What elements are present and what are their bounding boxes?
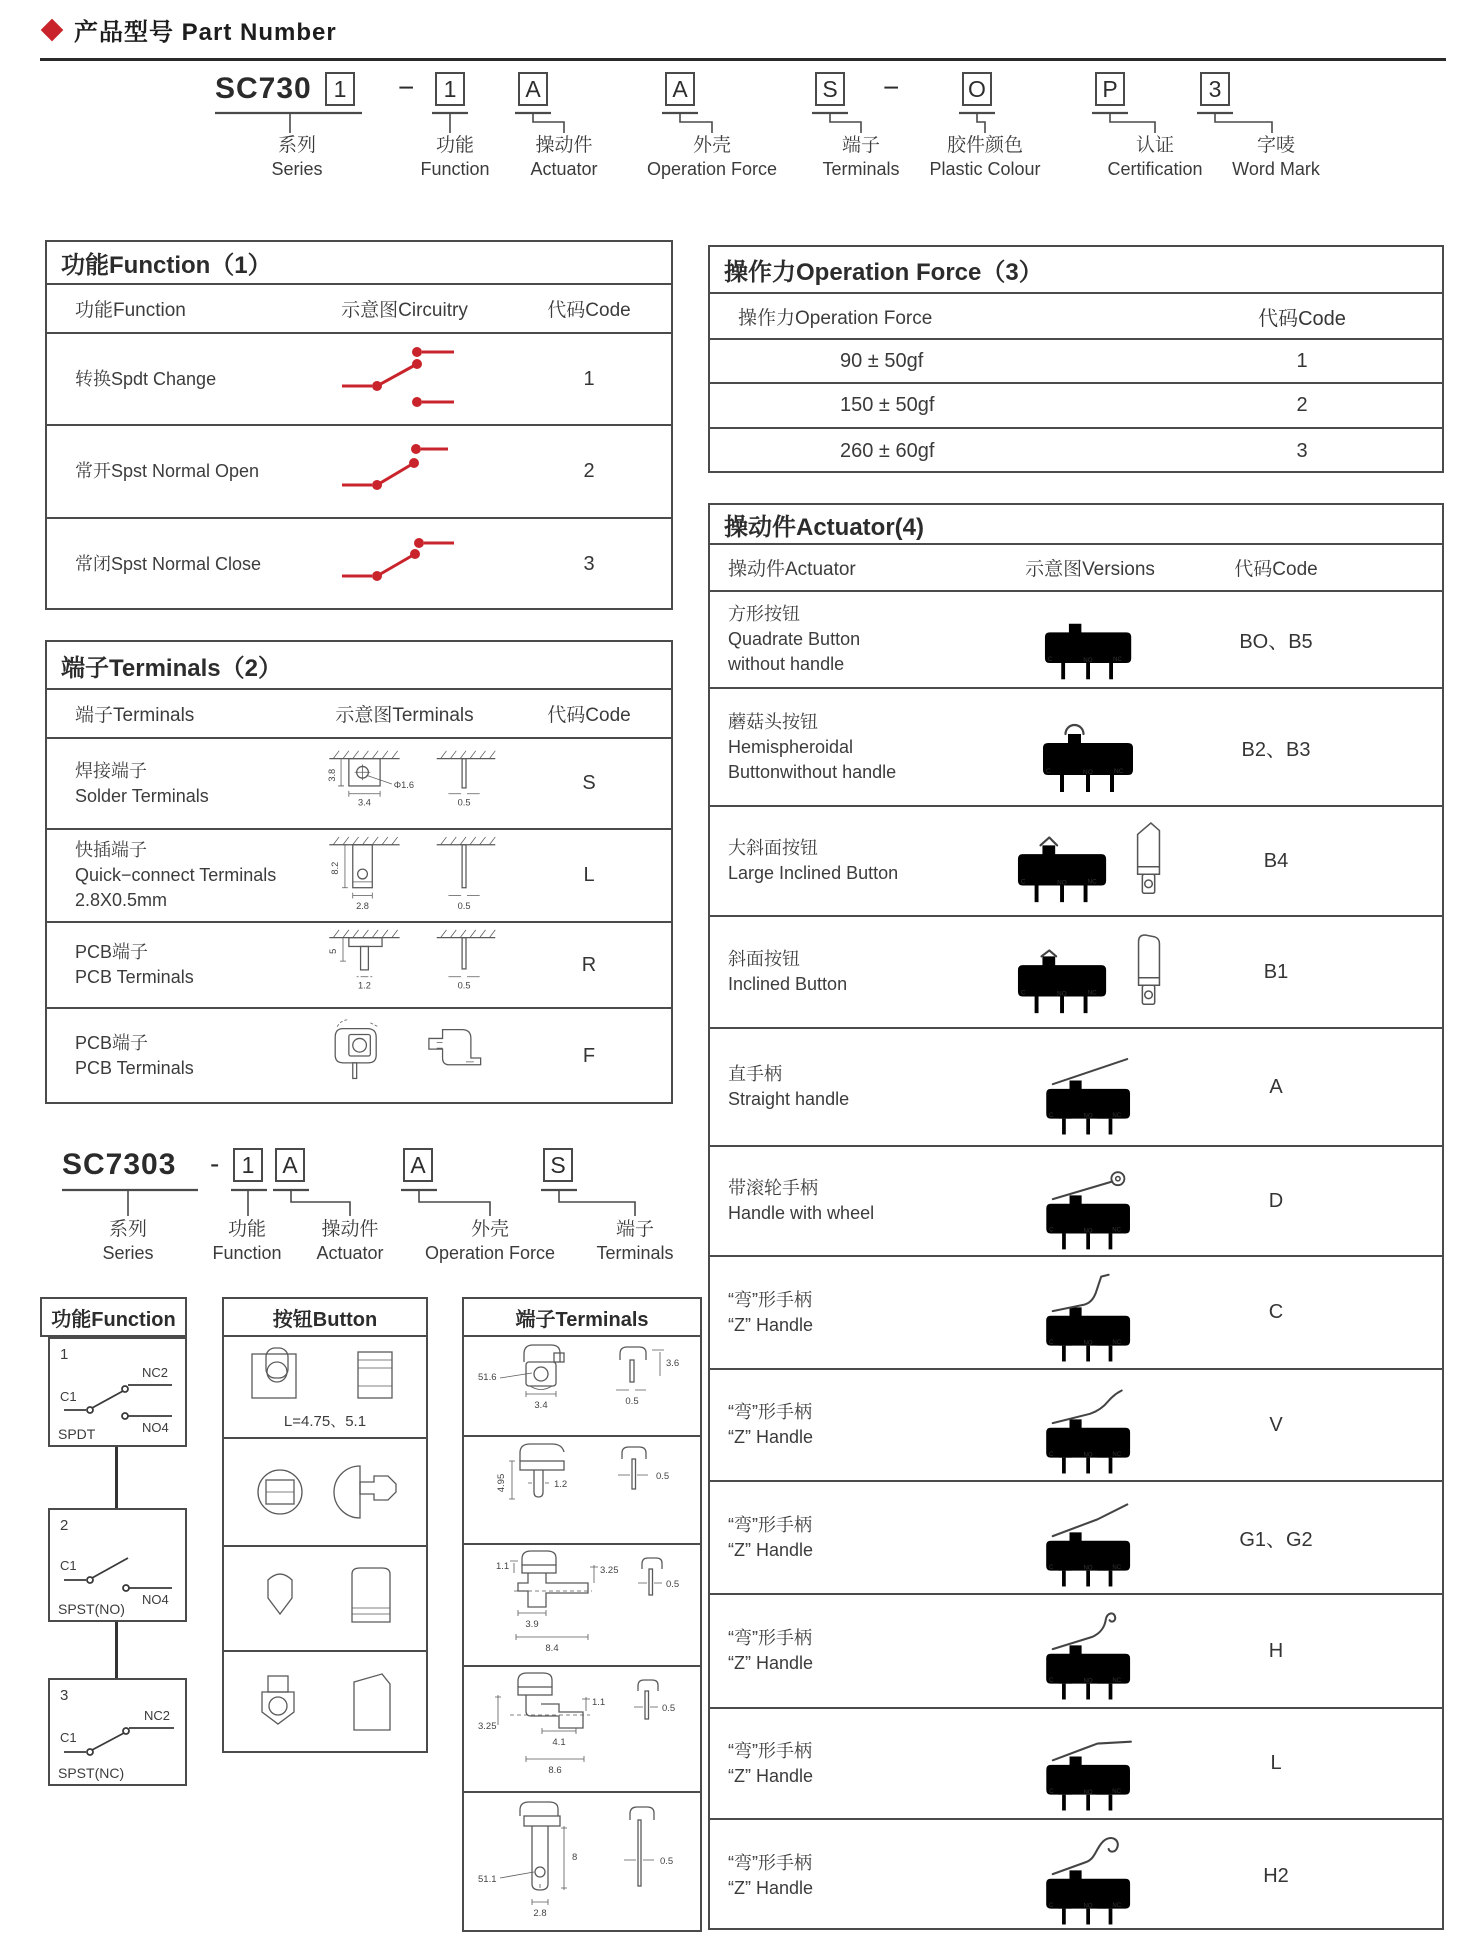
- function-row-nc: 常闭Spst Normal Close 3: [47, 519, 671, 610]
- pn1-prefix: SC730: [215, 72, 312, 105]
- svg-text:8.6: 8.6: [548, 1765, 562, 1776]
- svg-text:2: 2: [60, 1517, 69, 1534]
- code-cell: B1: [1263, 960, 1289, 983]
- actuator-row-z-c: “弯”形手柄 “Z” Handle C: [710, 1257, 1442, 1370]
- col-force: 操作力Operation Force: [738, 307, 933, 329]
- svg-text:NC2: NC2: [142, 1365, 169, 1380]
- button-box-title: 按钮Button: [224, 1299, 426, 1337]
- switch-diagram-quadrate: [1038, 594, 1142, 686]
- actuator-table-header: [710, 545, 1442, 592]
- button-box: [222, 1297, 428, 1753]
- force-row: 150 ± 50gf 2: [710, 384, 1442, 429]
- switch-diagram-z-handle-c: [1038, 1258, 1142, 1368]
- switch-diagram-straight-lever: [1038, 1033, 1142, 1141]
- pn1-label-opforce: 外壳 Operation Force: [646, 135, 778, 179]
- function-table-title: 功能Function（1）: [47, 242, 671, 285]
- svg-text:51.6: 51.6: [478, 1372, 497, 1383]
- function-table-header: [47, 285, 671, 334]
- pcb-f-terminal-diagram: [302, 1014, 507, 1098]
- col-actuator: 操动件Actuator: [728, 559, 856, 580]
- button-row-mushroom: [224, 1547, 426, 1652]
- pn1-box-function: 1: [325, 72, 355, 106]
- code-cell: D: [1268, 1189, 1284, 1212]
- col-code: 代码Code: [547, 705, 631, 726]
- button-diagram-quadrate: [240, 1344, 410, 1408]
- button-diagram-inclined: [240, 1670, 410, 1738]
- actuator-row-z-h2: “弯”形手柄 “Z” Handle H2: [710, 1820, 1442, 1932]
- actuator-row-z-g: “弯”形手柄 “Z” Handle G1、G2: [710, 1482, 1442, 1595]
- switch-diagram-inclined: [1012, 924, 1116, 1020]
- code-cell: BO、B5: [1239, 631, 1313, 653]
- button-diagram-hemispheroidal: [240, 1456, 410, 1528]
- pn1-box-5: S: [815, 72, 845, 106]
- code-cell: L: [583, 864, 595, 886]
- diamond-icon: [41, 18, 64, 41]
- switch-diagram-z-handle-l: [1038, 1711, 1142, 1817]
- svg-text:3.4: 3.4: [534, 1400, 548, 1411]
- terminal-drawing-row-4: [464, 1667, 700, 1793]
- pn1-box-7: P: [1095, 72, 1125, 106]
- pn2-prefix: SC7303: [62, 1148, 177, 1181]
- pn2-dash: -: [210, 1148, 220, 1179]
- button-row-hemispheroidal: [224, 1439, 426, 1547]
- terminal-drawing-row-2: [464, 1437, 700, 1545]
- col-circuitry: 示意图Circuitry: [341, 300, 468, 321]
- switch-diagram-z-handle-h2: [1038, 1821, 1142, 1931]
- svg-text:0.5: 0.5: [656, 1471, 670, 1482]
- actuator-row-z-l: “弯”形手柄 “Z” Handle L: [710, 1709, 1442, 1820]
- svg-text:0.5: 0.5: [457, 980, 471, 991]
- spst-nc-circuit-icon: [320, 526, 490, 604]
- svg-text:51.1: 51.1: [478, 1873, 497, 1885]
- switch-diagram-z-handle-h: [1038, 1596, 1142, 1706]
- function-row-no: 常开Spst Normal Open 2: [47, 426, 671, 519]
- code-cell: H: [1268, 1639, 1284, 1662]
- terminals-table: [45, 640, 673, 1104]
- code-cell: C: [1268, 1301, 1284, 1323]
- svg-text:0.5: 0.5: [662, 1703, 676, 1714]
- circuit-cell-spst-no: [48, 1508, 187, 1622]
- col-diagram: 示意图Terminals: [335, 705, 474, 726]
- spdt-circuit-icon: [320, 340, 490, 418]
- svg-text:C1: C1: [60, 1730, 77, 1745]
- switch-diagram-z-handle-g: [1038, 1483, 1142, 1593]
- terminal-row-solder: 焊接端子 Solder Terminals 3.8 3.4 Φ1.6 0.5 S: [47, 739, 671, 830]
- code-cell: H2: [1263, 1864, 1289, 1887]
- opforce-table-header: [710, 294, 1442, 340]
- svg-text:Φ1.6: Φ1.6: [393, 779, 415, 790]
- col-code: 代码Code: [1258, 307, 1346, 330]
- function-row-spdt: 转换Spdt Change 1: [47, 334, 671, 426]
- svg-text:NO4: NO4: [142, 1592, 169, 1607]
- pn1-dash1: −: [398, 72, 415, 103]
- svg-text:0.5: 0.5: [457, 796, 471, 807]
- svg-text:1.1: 1.1: [496, 1561, 510, 1572]
- svg-text:3.6: 3.6: [666, 1358, 680, 1369]
- pn1-box-8: 3: [1200, 72, 1230, 106]
- svg-text:C1: C1: [60, 1389, 77, 1404]
- terminals-box: [462, 1297, 702, 1932]
- solder-terminal-diagram: [302, 742, 507, 826]
- button-length-note: L=4.75、5.1: [283, 1412, 367, 1430]
- code-cell: G1、G2: [1239, 1529, 1313, 1551]
- svg-text:3: 3: [60, 1687, 69, 1704]
- terminal-row-quick: 快插端子 Quick−connect Terminals 2.8X0.5mm 8.2 2.8 0.5 L: [47, 830, 671, 923]
- actuator-row-quadrate: 方形按钮 Quadrate Button without handle BO、B5: [710, 592, 1442, 689]
- button-row-quadrate: [224, 1337, 426, 1439]
- actuator-table-title: 操动件Actuator(4): [710, 505, 1442, 545]
- actuator-row-mushroom: 蘑菇头按钮 Hemispheroidal Buttonwithout handle B2、B3: [710, 689, 1442, 807]
- pn1-label-terminals: 端子 Terminals: [822, 135, 900, 179]
- svg-text:2.8: 2.8: [356, 900, 369, 911]
- opforce-table-title: 操作力Operation Force（3）: [710, 247, 1442, 294]
- terminal-drawing-row-1: [464, 1337, 700, 1437]
- quick-terminal-diagram: [302, 834, 507, 918]
- svg-text:0.5: 0.5: [457, 900, 471, 911]
- pn2-box-1: 1: [233, 1148, 263, 1182]
- pn2-label-opforce: 外壳 Operation Force: [424, 1219, 556, 1263]
- pn2-label-function: 功能 Function: [212, 1219, 282, 1263]
- opforce-table: [708, 245, 1444, 473]
- code-cell: B4: [1263, 849, 1289, 872]
- svg-text:SPST(NC): SPST(NC): [58, 1765, 125, 1781]
- code-cell: 3: [583, 553, 595, 575]
- code-cell: A: [1269, 1075, 1283, 1098]
- side-view-b1: [1130, 930, 1168, 1014]
- spst-no-circuit-icon: [320, 433, 490, 511]
- function-box-title: 功能Function: [51, 1308, 176, 1331]
- code-cell: 3: [1296, 439, 1308, 462]
- svg-text:3.25: 3.25: [600, 1565, 619, 1576]
- connector-line: [115, 1622, 118, 1678]
- pn1-box-6: O: [962, 72, 992, 106]
- code-cell: 2: [1296, 394, 1308, 416]
- svg-text:NO4: NO4: [142, 1420, 169, 1435]
- code-cell: F: [582, 1044, 596, 1067]
- terminal-drawing-row-3: [464, 1545, 700, 1667]
- actuator-row-straight: 直手柄 Straight handle A: [710, 1029, 1442, 1147]
- button-diagram-mushroom: [240, 1564, 410, 1634]
- col-terminal: 端子Terminals: [75, 705, 195, 726]
- svg-text:8.4: 8.4: [545, 1643, 559, 1654]
- page-title-text: 产品型号 Part Number: [74, 19, 337, 46]
- svg-text:1.2: 1.2: [358, 980, 371, 991]
- actuator-row-inclined: 斜面按钮 Inclined Button B1: [710, 917, 1442, 1029]
- pn1-box-2: 1: [435, 72, 465, 106]
- svg-text:5: 5: [328, 948, 339, 954]
- pn1-label-colour: 胶件颜色 Plastic Colour: [929, 135, 1041, 179]
- pn2-label-terminals: 端子 Terminals: [596, 1219, 674, 1263]
- svg-text:NC2: NC2: [144, 1708, 171, 1723]
- switch-diagram-z-handle-v: [1038, 1370, 1142, 1480]
- col-code: 代码Code: [1234, 559, 1318, 580]
- code-cell: V: [1269, 1413, 1283, 1436]
- svg-text:3.25: 3.25: [478, 1721, 497, 1732]
- pn2-label-actuator: 操动件 Actuator: [316, 1219, 384, 1263]
- svg-text:8: 8: [572, 1851, 578, 1863]
- terminal-drawing-row-5: [464, 1793, 700, 1930]
- svg-text:8.2: 8.2: [330, 861, 341, 875]
- side-view-b4: [1130, 819, 1168, 903]
- code-cell: R: [581, 953, 597, 976]
- code-cell: 1: [1296, 349, 1308, 372]
- code-cell: 2: [583, 460, 595, 482]
- svg-text:4.95: 4.95: [496, 1473, 507, 1493]
- page-title: [44, 12, 337, 47]
- col-code: 代码Code: [547, 300, 631, 321]
- actuator-row-large-inclined: 大斜面按钮 Large Inclined Button B4: [710, 807, 1442, 917]
- actuator-row-roller: 带滚轮手柄 Handle with wheel D: [710, 1147, 1442, 1257]
- force-row: 90 ± 50gf 1: [710, 340, 1442, 384]
- terminals-table-header: [47, 690, 671, 739]
- pn1-dash2: −: [883, 72, 900, 103]
- svg-text:1: 1: [60, 1346, 69, 1363]
- pn1-label-series: 系列 Series: [271, 135, 323, 179]
- terminals-box-title: 端子Terminals: [464, 1299, 700, 1337]
- circuit-cell-spst-nc: [48, 1678, 187, 1786]
- actuator-table: [708, 503, 1444, 1930]
- circuit-cell-spdt: [48, 1337, 187, 1447]
- pn1-label-cert: 认证 Certification: [1107, 135, 1203, 179]
- pn1-label-actuator: 操动件 Actuator: [530, 135, 598, 179]
- svg-text:SPST(NO): SPST(NO): [58, 1601, 125, 1617]
- function-table: [45, 240, 673, 610]
- svg-text:3.8: 3.8: [327, 768, 338, 782]
- force-row: 260 ± 60gf 3: [710, 429, 1442, 473]
- col-versions: 示意图Versions: [1025, 559, 1155, 580]
- button-row-inclined: [224, 1652, 426, 1755]
- svg-text:SPDT: SPDT: [58, 1426, 96, 1442]
- svg-text:1.2: 1.2: [554, 1479, 568, 1490]
- svg-text:0.5: 0.5: [625, 1396, 639, 1407]
- switch-diagram-mushroom: [1038, 695, 1142, 799]
- svg-text:0.5: 0.5: [660, 1855, 674, 1867]
- pn1-label-wordmark: 字唛 Word Mark: [1232, 135, 1320, 179]
- terminals-table-title: 端子Terminals（2）: [47, 642, 671, 690]
- terminal-row-pcb-f: PCB端子 PCB Terminals F: [47, 1009, 671, 1103]
- pn2-box-2: A: [275, 1148, 305, 1182]
- svg-text:C1: C1: [60, 1558, 77, 1573]
- svg-text:3.4: 3.4: [358, 796, 371, 807]
- svg-text:1.1: 1.1: [592, 1697, 606, 1708]
- pn1-label-function: 功能 Function: [420, 135, 490, 179]
- col-function: 功能Function: [75, 300, 186, 321]
- pn1-box-4: A: [665, 72, 695, 106]
- pn2-box-3: A: [403, 1148, 433, 1182]
- actuator-row-z-v: “弯”形手柄 “Z” Handle V: [710, 1370, 1442, 1482]
- pn1-box-3: A: [518, 72, 548, 106]
- switch-diagram-large-inclined: [1012, 813, 1116, 909]
- switch-diagram-roller-lever: [1038, 1148, 1142, 1254]
- svg-text:3.9: 3.9: [525, 1619, 539, 1630]
- connector-line: [115, 1447, 118, 1508]
- svg-text:4.1: 4.1: [552, 1737, 566, 1748]
- code-cell: L: [1270, 1752, 1282, 1774]
- code-cell: B2、B3: [1241, 738, 1311, 761]
- pn2-label-series: 系列 Series: [102, 1219, 154, 1263]
- code-cell: S: [582, 772, 596, 794]
- pcb-terminal-diagram: [302, 925, 507, 1005]
- code-cell: 1: [583, 367, 595, 390]
- terminal-row-pcb-r: PCB端子 PCB Terminals 5 1.2 0.5 R: [47, 923, 671, 1009]
- pn2-box-4: S: [543, 1148, 573, 1182]
- svg-text:2.8: 2.8: [533, 1907, 547, 1919]
- svg-text:0.5: 0.5: [666, 1579, 680, 1590]
- actuator-row-z-h: “弯”形手柄 “Z” Handle H: [710, 1595, 1442, 1709]
